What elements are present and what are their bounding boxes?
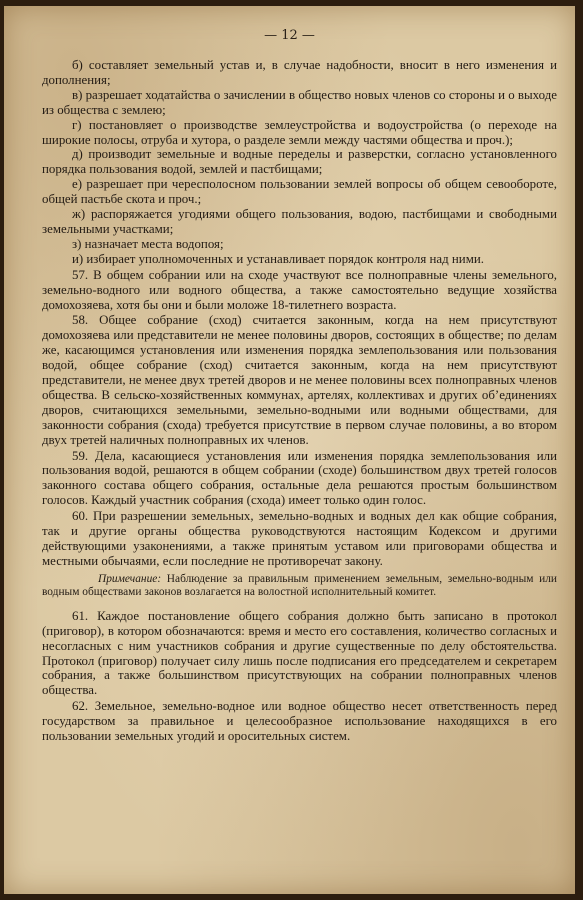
clause-g: г) постановляет о производстве землеустройства и водоустройства (о переходе на широкие полосы, отруба и хутора, о разделе земли между частями общества и проч.); <box>42 117 557 147</box>
page-number: — 12 — <box>264 28 315 43</box>
clause-e: е) разрешает при чересполосном пользовании землей вопросы об общем севообороте, общей пастьбе скота и проч.; <box>42 177 557 207</box>
page-body <box>42 58 557 744</box>
article-61: 61. Каждое постановление общего собрания должно быть записано в протокол (приговор), в котором обозначаются: время и место его составления, количество согласных и несогласных с ним участников собрания и другие существенные по делу обстоятельства. Протокол (приговор) получает силу лишь после подписания его председателем и секретарем собрания, а также большинством присутствующих на собрании полноправных членов общества. <box>42 608 557 698</box>
note-text: Наблюдение за правильным применением земельным, земельно-водным или водным обществами законов возлагается на волостной исполнительный комитет. <box>42 572 557 598</box>
article-62: 62. Земельное, земельно-водное или водное общество несет ответственность перед государством за правильное и целесообразное использование находящихся в его пользовании земельных угодий и оросительных систем. <box>42 699 557 744</box>
clause-b: б) составляет земельный устав и, в случае надобности, вносит в него изменения и дополнения; <box>42 58 557 87</box>
note-label: Примечание: <box>98 572 162 585</box>
clause-v: в) разрешает ходатайства о зачислении в общество новых членов со стороны и о выходе из общества с землею; <box>42 87 557 117</box>
clause-d: д) производит земельные и водные переделы и разверстки, согласно установленного порядка пользования водой, землей и пастбищами; <box>42 147 557 177</box>
document-page <box>4 6 575 894</box>
article-60-note <box>42 573 557 599</box>
article-60: 60. При разрешении земельных, земельно-водных и водных дел как общие собрания, так и другие органы общества руководствуются настоящим Кодексом и другими действующими узаконениями, а также принятым уставом или приговорами общества и местными обычаями, если последние не противоречат закону. <box>42 509 557 568</box>
clause-i: и) избирает уполномоченных и устанавливает порядок контроля над ними. <box>72 251 484 266</box>
article-59: 59. Дела, касающиеся установления или изменения порядка землепользования или пользования водой, решаются в общем собрании (сходе) большинством двух третей голосов законного состава общего собрания, остальные дела решаются простым большинством голосов. Каждый участник собрания (схода) имеет только один голос. <box>42 448 557 508</box>
clause-z: з) назначает места водопоя; <box>72 236 224 251</box>
article-57: 57. В общем собрании или на сходе участвуют все полноправные члены земельного, земельно-водного или водного общества, а также самостоятельно ведущие хозяйства домохозяева, хотя бы они и были моложе 18-тилетнего возраста. <box>42 267 557 312</box>
article-58: 58. Общее собрание (сход) считается законным, когда на нем присутствуют домохозяева или представители не менее половины дворов, состоящих в обществе; по делам же, касающимся установления или изменения порядка землепользования или пользования водой, общее собрание (сход) считается законным, когда на нем присутствуют представители, не менее двух третей дворов и не менее половины всех полноправных членов общества. В сельско-хозяйственных коммунах, артелях, коллективах и других об’единениях дворов, считающихся земельными, земельно-водными или водными обществами, для законности собрания (схода) требуется присутствие в первом случае половины, а во втором двух третей наличных полноправных их членов. <box>42 313 557 447</box>
clause-zh: ж) распоряжается угодиями общего пользования, водою, пастбищами и свободными земельными участками; <box>42 207 557 236</box>
